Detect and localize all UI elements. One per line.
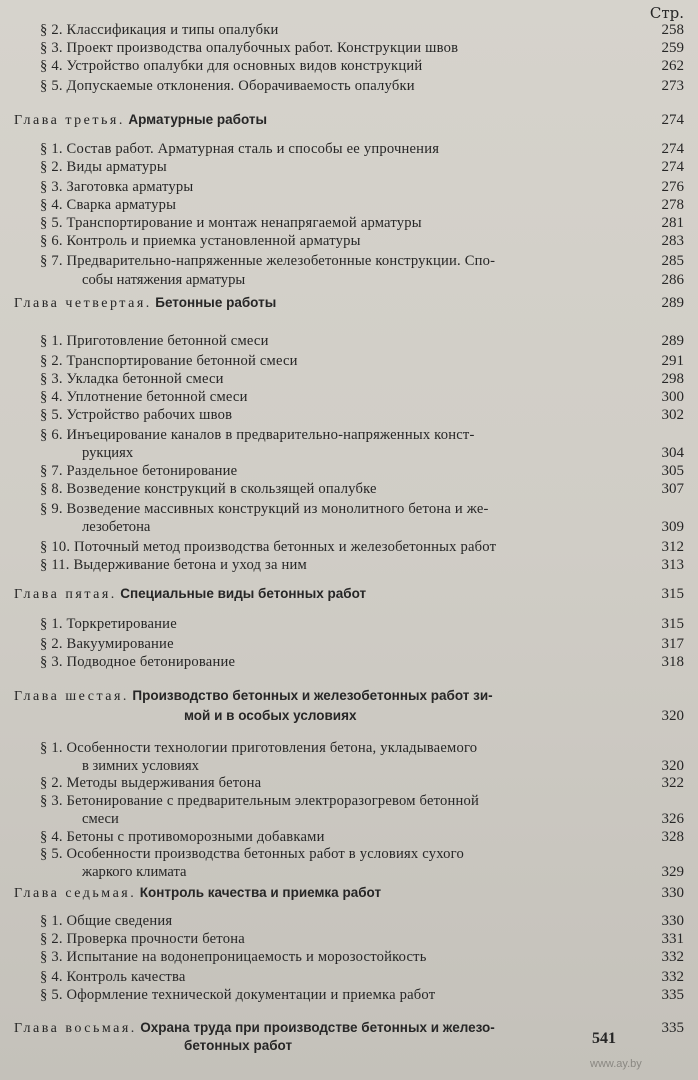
toc-line <box>0 195 698 215</box>
toc-line <box>0 20 698 40</box>
chapter-title <box>14 584 366 605</box>
page-ref: 331 <box>661 931 684 947</box>
page-ref: 286 <box>661 272 684 288</box>
section-title: § 8. Возведение конструкций в скользящей опалубке <box>40 481 377 497</box>
page-ref: 332 <box>661 969 684 985</box>
page-ref: 329 <box>661 864 684 880</box>
toc-line <box>0 461 698 481</box>
toc-line <box>0 791 698 811</box>
title-continuation: жаркого климата <box>82 864 187 880</box>
page-ref: 262 <box>661 58 684 74</box>
toc-line <box>0 177 698 197</box>
watermark: www.ay.by <box>590 1058 642 1070</box>
page-ref: 283 <box>661 233 684 249</box>
toc-line <box>0 331 698 351</box>
title-continuation: рукциях <box>82 445 134 461</box>
page-ref: 315 <box>661 586 684 602</box>
section-title: § 2. Классификация и типы опалубки <box>40 22 279 38</box>
section-title: § 3. Укладка бетонной смеси <box>40 371 224 387</box>
toc-line <box>0 251 698 271</box>
section-title: § 2. Проверка прочности бетона <box>40 931 245 947</box>
section-title: § 3. Бетонирование с предварительным электроразогревом бетонной <box>40 793 480 809</box>
title-continuation: в зимних условиях <box>82 758 199 774</box>
toc-line <box>0 555 698 575</box>
chapter-title <box>14 883 381 904</box>
page-ref: 274 <box>661 112 684 128</box>
title-continuation: собы натяжения арматуры <box>82 272 246 288</box>
section-title: § 2. Транспортирование бетонной смеси <box>40 353 298 369</box>
title-continuation: смеси <box>82 811 119 827</box>
toc-chapter-line <box>0 686 698 706</box>
page-ref: 278 <box>661 197 684 213</box>
toc-line <box>0 809 698 829</box>
section-title: § 5. Оформление технической документации и приемка работ <box>40 987 436 1003</box>
toc-line <box>0 862 698 882</box>
page-ref: 322 <box>661 775 684 791</box>
title-continuation: бетонных работ <box>184 1038 293 1053</box>
section-title: § 4. Устройство опалубки для основных видов конструкций <box>40 58 423 74</box>
toc-line <box>0 844 698 864</box>
page-ref: 313 <box>661 557 684 573</box>
chapter-name: Охрана труда при производстве бетонных и железо- <box>140 1020 495 1035</box>
toc-line <box>0 706 698 726</box>
page-ref: 330 <box>661 885 684 901</box>
chapter-title <box>14 110 267 131</box>
section-title: § 3. Испытание на водонепроницаемость и морозостойкость <box>40 949 427 965</box>
toc-line <box>0 911 698 931</box>
page-ref: 300 <box>661 389 684 405</box>
title-continuation: лезобетона <box>82 519 151 535</box>
page-ref: 258 <box>661 22 684 38</box>
page-ref: 302 <box>661 407 684 423</box>
toc-line <box>0 773 698 793</box>
section-title: § 5. Транспортирование и монтаж ненапрягаемой арматуры <box>40 215 422 231</box>
section-title: § 4. Уплотнение бетонной смеси <box>40 389 248 405</box>
page-ref: 326 <box>661 811 684 827</box>
page-ref: 276 <box>661 179 684 195</box>
page-ref: 320 <box>661 758 684 774</box>
section-title: § 4. Сварка арматуры <box>40 197 177 213</box>
page-ref: 273 <box>661 78 684 94</box>
chapter-label: Глава восьмая. <box>14 1021 137 1036</box>
toc-chapter-line <box>0 883 698 903</box>
toc-line <box>0 929 698 949</box>
toc-line <box>0 967 698 987</box>
page-ref: 281 <box>661 215 684 231</box>
section-title: § 10. Поточный метод производства бетонных и железобетонных работ <box>40 539 497 555</box>
page-ref: 274 <box>661 141 684 157</box>
page-ref: 285 <box>661 253 684 269</box>
toc-line <box>0 652 698 672</box>
page-ref: 328 <box>661 829 684 845</box>
page-ref: 320 <box>661 708 684 724</box>
title-continuation: мой и в особых условиях <box>184 708 357 723</box>
page-ref: 312 <box>661 539 684 555</box>
toc-line <box>0 425 698 445</box>
page-ref: 305 <box>661 463 684 479</box>
page-ref: 304 <box>661 445 684 461</box>
toc-line <box>0 614 698 634</box>
section-title: § 1. Особенности технологии приготовления бетона, укладываемого <box>40 740 478 756</box>
section-title: § 11. Выдерживание бетона и уход за ним <box>40 557 307 573</box>
page-ref: 335 <box>661 987 684 1003</box>
toc-line <box>0 985 698 1005</box>
toc-chapter-line <box>0 293 698 313</box>
page-ref: 289 <box>661 333 684 349</box>
toc-line <box>0 38 698 58</box>
toc-line <box>0 369 698 389</box>
toc-line <box>0 517 698 537</box>
chapter-name: Арматурные работы <box>128 112 268 127</box>
page-ref: 289 <box>661 295 684 311</box>
section-title: § 1. Общие сведения <box>40 913 173 929</box>
toc-chapter-line <box>0 584 698 604</box>
toc-line <box>0 351 698 371</box>
toc-line <box>0 56 698 76</box>
toc-line <box>0 387 698 407</box>
toc-line <box>0 499 698 519</box>
section-title: § 5. Особенности производства бетонных работ в условиях сухого <box>40 846 464 862</box>
toc-chapter-line <box>0 110 698 130</box>
toc-line <box>0 157 698 177</box>
page-ref: 274 <box>661 159 684 175</box>
page-ref: 318 <box>661 654 684 670</box>
section-title: § 7. Предварительно-напряженные железобетонные конструкции. Спо- <box>40 253 496 269</box>
section-title: § 2. Виды арматуры <box>40 159 167 175</box>
page-ref: 315 <box>661 616 684 632</box>
chapter-name: Бетонные работы <box>155 295 277 310</box>
section-title: § 3. Заготовка арматуры <box>40 179 194 195</box>
chapter-label: Глава шестая. <box>14 689 129 704</box>
chapter-name: Специальные виды бетонных работ <box>120 586 367 601</box>
page-ref: 307 <box>661 481 684 497</box>
page-ref: 309 <box>661 519 684 535</box>
toc-line <box>0 947 698 967</box>
toc-line <box>0 479 698 499</box>
toc-line <box>0 634 698 654</box>
page-ref: 291 <box>661 353 684 369</box>
section-title: § 5. Допускаемые отклонения. Оборачиваемость опалубки <box>40 78 415 94</box>
page-ref: 259 <box>661 40 684 56</box>
page-ref: 332 <box>661 949 684 965</box>
section-title: § 2. Вакуумирование <box>40 636 174 652</box>
page-ref: 298 <box>661 371 684 387</box>
section-title: § 2. Методы выдерживания бетона <box>40 775 262 791</box>
toc-line <box>0 537 698 557</box>
chapter-name: Контроль качества и приемка работ <box>139 885 382 900</box>
chapter-label: Глава пятая. <box>14 587 117 602</box>
section-title: § 3. Подводное бетонирование <box>40 654 236 670</box>
section-title: § 3. Проект производства опалубочных работ. Конструкции швов <box>40 40 459 56</box>
section-title: § 1. Состав работ. Арматурная сталь и способы ее упрочнения <box>40 141 440 157</box>
chapter-title <box>14 686 493 707</box>
toc-line <box>0 270 698 290</box>
page-ref: 317 <box>661 636 684 652</box>
section-title: § 6. Инъецирование каналов в предварительно-напряженных конст- <box>40 427 475 443</box>
pages-column-header: Стр. <box>649 4 684 22</box>
chapter-label: Глава третья. <box>14 113 125 128</box>
section-title: § 1. Приготовление бетонной смеси <box>40 333 269 349</box>
section-title: § 9. Возведение массивных конструкций из монолитного бетона и же- <box>40 501 489 517</box>
page-ref: 330 <box>661 913 684 929</box>
toc-line <box>0 213 698 233</box>
section-title: § 7. Раздельное бетонирование <box>40 463 238 479</box>
section-title: § 4. Контроль качества <box>40 969 186 985</box>
section-title: § 4. Бетоны с противоморозными добавками <box>40 829 325 845</box>
section-title: § 5. Устройство рабочих швов <box>40 407 233 423</box>
page-ref: 335 <box>661 1020 684 1036</box>
page-number: 541 <box>592 1030 616 1047</box>
toc-line <box>0 738 698 758</box>
toc-line <box>0 76 698 96</box>
section-title: § 1. Торкретирование <box>40 616 177 632</box>
chapter-label: Глава седьмая. <box>14 886 137 901</box>
toc-line <box>0 443 698 463</box>
section-title: § 6. Контроль и приемка установленной арматуры <box>40 233 361 249</box>
chapter-label: Глава четвертая. <box>14 296 152 311</box>
chapter-title <box>14 293 276 314</box>
toc-line <box>0 231 698 251</box>
toc-line <box>0 405 698 425</box>
chapter-name: Производство бетонных и железобетонных работ зи- <box>132 688 493 703</box>
toc-line <box>0 139 698 159</box>
